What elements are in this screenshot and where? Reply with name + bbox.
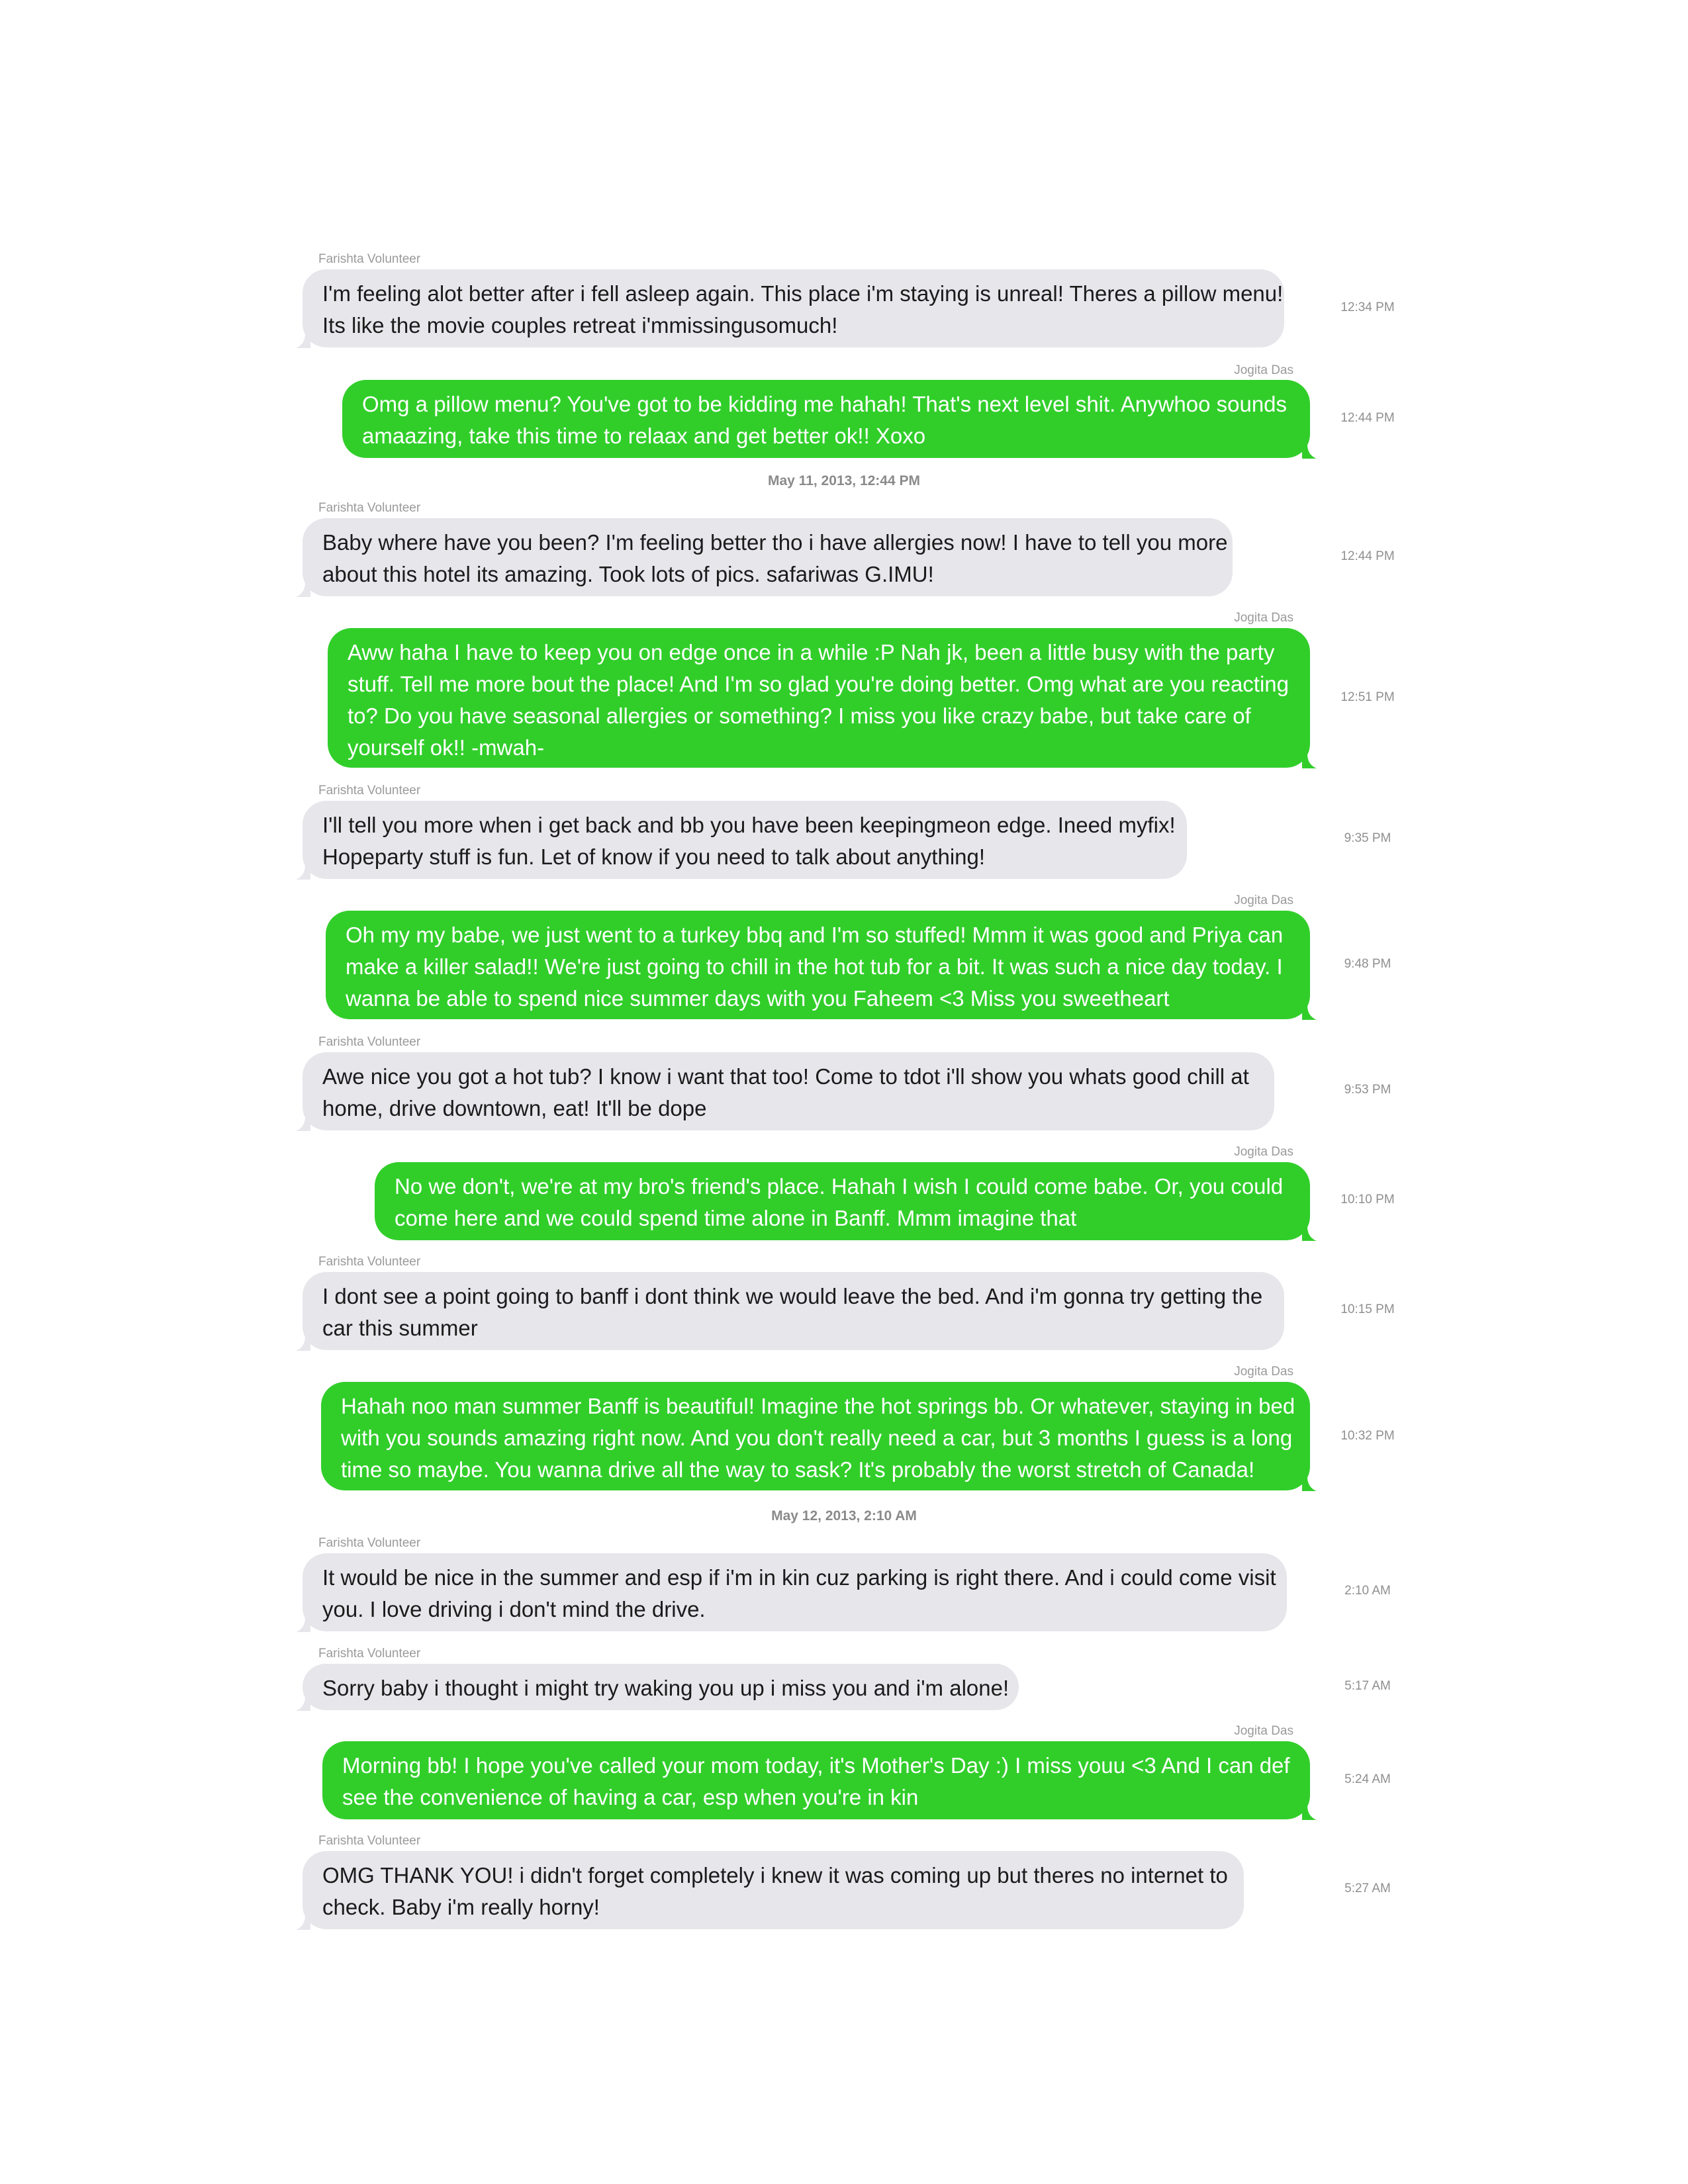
message-text-line: Omg a pillow menu? You've got to be kidding me hahah! That's next level shit. Anywhoo sounds [362,392,1288,416]
sender-name: Farishta Volunteer [318,1834,421,1848]
message-timestamp: 9:53 PM [1344,1083,1391,1097]
message-timestamp: 12:51 PM [1340,690,1395,704]
sender-name: Jogita Das [1234,363,1293,377]
message-timestamp: 2:10 AM [1344,1584,1391,1598]
date-separator: May 11, 2013, 12:44 PM [768,473,920,488]
message-text-line: you. I love driving i don't mind the drive. [322,1597,706,1621]
message-timestamp: 5:27 AM [1344,1882,1391,1895]
sender-name: Farishta Volunteer [318,784,421,797]
bubble-tail [296,1116,310,1131]
bubble-tail [296,1915,310,1930]
message-bubble-outgoing[interactable] [375,1162,1310,1240]
message-text-line: Hopeparty stuff is fun. Let of know if you need to talk about anything! [322,844,986,869]
message-bubble-incoming[interactable] [303,1664,1019,1710]
message-timestamp: 9:35 PM [1344,831,1391,845]
bubble-tail [296,334,310,348]
message-text-line: Oh my my babe, we just went to a turkey bbq and I'm so stuffed! Mmm it was good and Priya can [346,923,1284,947]
message-bubble-outgoing[interactable] [342,380,1310,458]
message-bubble-incoming[interactable] [303,1272,1284,1350]
bubble-tail [296,1336,310,1351]
message-bubble-outgoing[interactable] [322,1741,1310,1819]
sender-name: Farishta Volunteer [318,501,421,515]
message-text-line: Morning bb! I hope you've called your mom today, it's Mother's Day :) I miss youu <3 And I can def [342,1753,1290,1778]
message-timestamp: 12:34 PM [1340,300,1395,314]
bubble-tail [1302,1477,1317,1491]
bubble-tail [1302,444,1317,459]
message-bubble-incoming[interactable] [303,518,1233,596]
sender-name: Farishta Volunteer [318,1536,421,1550]
message-text-line: home, drive downtown, eat! It'll be dope [322,1096,707,1120]
message-text-line: I dont see a point going to banff i dont think we would leave the bed. And i'm gonna try getting the [322,1284,1263,1308]
message-timestamp: 9:48 PM [1344,957,1391,971]
bubble-tail [1302,1805,1317,1820]
bubble-tail [296,1617,310,1632]
sender-name: Jogita Das [1234,1365,1293,1379]
message-text-line: stuff. Tell me more bout the place! And I'm so glad you're doing better. Omg what are you reacting [348,672,1289,696]
bubble-tail [1302,1005,1317,1020]
bubble-tail [296,582,310,597]
message-text-line: yourself ok!! -mwah- [348,735,545,760]
message-text-line: see the convenience of having a car, esp when you're in kin [342,1785,919,1809]
message-text-line: come here and we could spend time alone in Banff. Mmm imagine that [395,1206,1077,1230]
message-bubble-outgoing[interactable] [326,911,1310,1019]
message-bubble-incoming[interactable] [303,1553,1287,1631]
message-timestamp: 5:17 AM [1344,1679,1391,1693]
message-bubble-outgoing[interactable] [328,628,1310,768]
bubble-tail [296,865,310,880]
sender-name: Jogita Das [1234,1145,1293,1159]
bubble-tail [1302,1226,1317,1241]
message-text-line: car this summer [322,1316,478,1340]
message-bubble-incoming[interactable] [303,1851,1244,1929]
message-bubble-incoming[interactable] [303,1052,1274,1130]
message-bubble-outgoing[interactable] [321,1382,1310,1490]
bubble-tail [1302,754,1317,768]
sender-name: Jogita Das [1234,611,1293,625]
sender-name: Farishta Volunteer [318,252,421,266]
date-separator: May 12, 2013, 2:10 AM [771,1508,917,1524]
sender-name: Farishta Volunteer [318,1035,421,1049]
message-text-line: check. Baby i'm really horny! [322,1895,600,1919]
message-timestamp: 12:44 PM [1340,411,1395,425]
message-timestamp: 10:10 PM [1340,1193,1395,1206]
message-timestamp: 12:44 PM [1340,549,1395,563]
message-text-line: OMG THANK YOU! i didn't forget completely i knew it was coming up but theres no internet to [322,1863,1228,1888]
message-text-line: to? Do you have seasonal allergies or something? I miss you like crazy babe, but take care of [348,704,1251,728]
message-text-line: Awe nice you got a hot tub? I know i want that too! Come to tdot i'll show you whats good chill at [322,1064,1249,1089]
message-text-line: Baby where have you been? I'm feeling better tho i have allergies now! I have to tell you more [322,530,1228,555]
message-text-line: I'm feeling alot better after i fell asleep again. This place i'm staying is unreal! Theres a pillow menu! [322,281,1284,306]
message-text-line: Hahah noo man summer Banff is beautiful! Imagine the hot springs bb. Or whatever, staying in bed [341,1394,1295,1418]
message-timestamp: 10:15 PM [1340,1302,1395,1316]
message-text-line: with you sounds amazing right now. And you don't really need a car, but 3 months I guess is a long [341,1426,1293,1450]
sender-name: Farishta Volunteer [318,1647,421,1661]
bubble-tail [296,1696,310,1711]
message-text-line: wanna be able to spend nice summer days with you Faheem <3 Miss you sweetheart [346,986,1170,1011]
sender-name: Farishta Volunteer [318,1255,421,1269]
message-text-line: time so maybe. You wanna drive all the way to sask? It's probably the worst stretch of Canada! [341,1457,1255,1482]
message-bubble-incoming[interactable] [303,269,1284,347]
message-timestamp: 5:24 AM [1344,1772,1391,1786]
message-text-line: No we don't, we're at my bro's friend's place. Hahah I wish I could come babe. Or, you could [395,1174,1284,1199]
message-bubble-incoming[interactable] [303,801,1187,879]
message-text-line: about this hotel its amazing. Took lots of pics. safariwas G.IMU! [322,562,934,586]
message-text-line: Its like the movie couples retreat i'mmissingusomuch! [322,313,838,338]
message-text-line: Aww haha I have to keep you on edge once in a while :P Nah jk, been a little busy with the party [348,640,1275,664]
message-text-line: I'll tell you more when i get back and bb you have been keepingmeon edge. Ineed myfix! [322,813,1176,837]
message-text-line: Sorry baby i thought i might try waking you up i miss you and i'm alone! [322,1676,1009,1700]
message-text-line: It would be nice in the summer and esp if i'm in kin cuz parking is right there. And i could come visit [322,1565,1276,1590]
message-text-line: make a killer salad!! We're just going to chill in the hot tub for a bit. It was such a nice day today. I [346,954,1283,979]
message-timestamp: 10:32 PM [1340,1429,1395,1443]
sender-name: Jogita Das [1234,893,1293,907]
sender-name: Jogita Das [1234,1724,1293,1738]
message-text-line: amaazing, take this time to relaax and get better ok!! Xoxo [362,424,926,448]
